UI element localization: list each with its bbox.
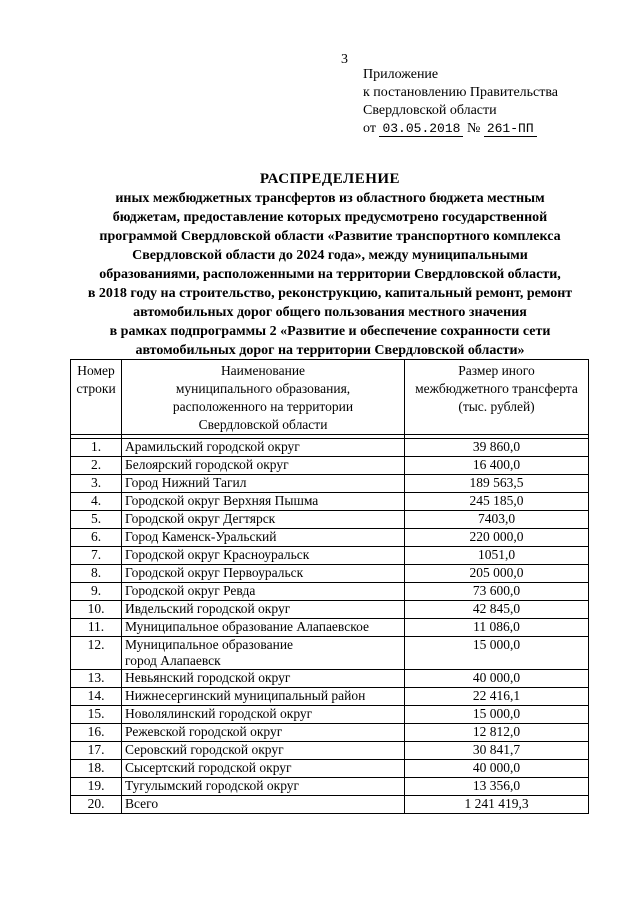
transfer-amount: 220 000,0	[405, 529, 589, 547]
row-number: 10.	[71, 601, 122, 619]
transfer-amount: 40 000,0	[405, 670, 589, 688]
row-number: 17.	[71, 742, 122, 760]
title-line-3: программой Свердловской области «Развитие транспортного комплекса	[99, 229, 561, 244]
municipality-name: Городской округ Первоуральск	[122, 565, 405, 583]
transfer-amount: 7403,0	[405, 511, 589, 529]
transfer-amount: 245 185,0	[405, 493, 589, 511]
appendix-line-2: к постановлению Правительства	[363, 85, 559, 100]
total-label: Всего	[122, 796, 405, 814]
table-row	[71, 688, 589, 706]
municipality-name: Ивдельский городской округ	[122, 601, 405, 619]
row-number: 8.	[71, 565, 122, 583]
row-number: 1.	[71, 439, 122, 457]
title-line-4: Свердловской области до 2024 года», между муниципальными	[132, 248, 528, 263]
row-number: 20.	[71, 796, 122, 814]
row-number: 9.	[71, 583, 122, 601]
table-row	[71, 760, 589, 778]
header-num-line: Номер	[77, 363, 115, 378]
header-value-line: Размер иного	[458, 363, 535, 378]
table-row	[71, 583, 589, 601]
row-number: 3.	[71, 475, 122, 493]
table-row	[71, 439, 589, 457]
table-row	[71, 547, 589, 565]
header-name-line: расположенного на территории	[172, 399, 354, 414]
table-row	[71, 457, 589, 475]
municipality-name: Городской округ Верхняя Пышма	[122, 493, 405, 511]
appendix-block	[363, 66, 558, 138]
title-heading: РАСПРЕДЕЛЕНИЕ	[259, 171, 401, 187]
header-num	[71, 360, 122, 435]
title-line-8: в рамках подпрограммы 2 «Развитие и обеспечение сохранности сети	[109, 324, 551, 339]
row-number: 4.	[71, 493, 122, 511]
table-row	[71, 670, 589, 688]
transfer-amount: 11 086,0	[405, 619, 589, 637]
title-line-5: образованиями, расположенными на территории Свердловской области,	[99, 267, 561, 282]
table-row	[71, 742, 589, 760]
municipality-name	[122, 637, 405, 670]
municipality-name: Муниципальное образование Алапаевское	[122, 619, 405, 637]
appendix-date-line	[363, 120, 558, 138]
transfer-amount: 73 600,0	[405, 583, 589, 601]
row-number: 12.	[71, 637, 122, 670]
header-value	[405, 360, 589, 435]
transfer-amount: 39 860,0	[405, 439, 589, 457]
table-row	[71, 529, 589, 547]
row-number: 14.	[71, 688, 122, 706]
municipality-name-line: Муниципальное образование	[125, 637, 294, 652]
municipality-name: Город Каменск-Уральский	[122, 529, 405, 547]
transfer-amount: 13 356,0	[405, 778, 589, 796]
table-row	[71, 493, 589, 511]
row-number: 11.	[71, 619, 122, 637]
table-row	[71, 619, 589, 637]
transfer-amount: 15 000,0	[405, 637, 589, 670]
municipality-name: Городской округ Красноуральск	[122, 547, 405, 565]
municipality-name: Сысертский городской округ	[122, 760, 405, 778]
table-row	[71, 511, 589, 529]
total-amount: 1 241 419,3	[405, 796, 589, 814]
header-name-line: Наименование	[220, 363, 306, 378]
table-row	[71, 637, 589, 670]
row-number: 6.	[71, 529, 122, 547]
transfer-amount: 16 400,0	[405, 457, 589, 475]
transfer-amount: 30 841,7	[405, 742, 589, 760]
table-row	[71, 706, 589, 724]
date-prefix: от	[363, 121, 376, 136]
row-number: 2.	[71, 457, 122, 475]
municipality-name: Невьянский городской округ	[122, 670, 405, 688]
municipality-name: Нижнесергинский муниципальный район	[122, 688, 405, 706]
appendix-line-1: Приложение	[363, 67, 439, 82]
table-row	[71, 475, 589, 493]
municipality-name: Город Нижний Тагил	[122, 475, 405, 493]
municipality-name: Арамильский городской округ	[122, 439, 405, 457]
transfer-amount: 42 845,0	[405, 601, 589, 619]
resolution-number: 261-ПП	[484, 121, 537, 137]
row-number: 18.	[71, 760, 122, 778]
transfer-amount: 40 000,0	[405, 760, 589, 778]
header-name	[122, 360, 405, 435]
title-line-9: автомобильных дорог на территории Свердловской области»	[135, 343, 525, 358]
transfer-amount: 22 416,1	[405, 688, 589, 706]
table-row	[71, 565, 589, 583]
title-line-7: автомобильных дорог общего пользования местного значения	[133, 305, 527, 320]
transfer-amount: 1051,0	[405, 547, 589, 565]
row-number: 19.	[71, 778, 122, 796]
table-row	[71, 724, 589, 742]
transfer-amount: 205 000,0	[405, 565, 589, 583]
row-number: 13.	[71, 670, 122, 688]
table-row	[71, 601, 589, 619]
row-number: 15.	[71, 706, 122, 724]
table-row	[71, 778, 589, 796]
municipality-name: Серовский городской округ	[122, 742, 405, 760]
municipality-name: Режевской городской округ	[122, 724, 405, 742]
title-line-2: бюджетам, предоставление которых предусмотрено государственной	[112, 210, 548, 225]
title-line-1: иных межбюджетных трансфертов из областного бюджета местным	[115, 191, 545, 206]
municipality-name: Городской округ Ревда	[122, 583, 405, 601]
row-number: 16.	[71, 724, 122, 742]
municipality-name: Тугулымский городской округ	[122, 778, 405, 796]
municipality-name: Новолялинский городской округ	[122, 706, 405, 724]
header-value-line: межбюджетного трансферта	[415, 381, 578, 396]
table-total-row	[71, 796, 589, 814]
municipality-name-line: город Алапаевск	[125, 653, 221, 668]
table-header-row	[71, 360, 589, 435]
transfer-amount: 189 563,5	[405, 475, 589, 493]
municipality-name: Городской округ Дегтярск	[122, 511, 405, 529]
header-value-line: (тыс. рублей)	[458, 399, 535, 414]
appendix-line-3: Свердловской области	[363, 103, 497, 118]
title-line-6: в 2018 году на строительство, реконструкцию, капитальный ремонт, ремонт	[87, 286, 573, 301]
row-number: 7.	[71, 547, 122, 565]
distribution-table	[70, 359, 589, 814]
row-number: 5.	[71, 511, 122, 529]
header-name-line: муниципального образования,	[175, 381, 351, 396]
document-title	[70, 170, 590, 360]
transfer-amount: 15 000,0	[405, 706, 589, 724]
header-num-line: строки	[76, 381, 116, 396]
resolution-date: 03.05.2018	[379, 121, 463, 137]
transfer-amount: 12 812,0	[405, 724, 589, 742]
municipality-name: Белоярский городской округ	[122, 457, 405, 475]
page-number: 3	[341, 52, 348, 67]
number-prefix: №	[466, 121, 481, 136]
header-name-line: Свердловской области	[198, 417, 328, 432]
